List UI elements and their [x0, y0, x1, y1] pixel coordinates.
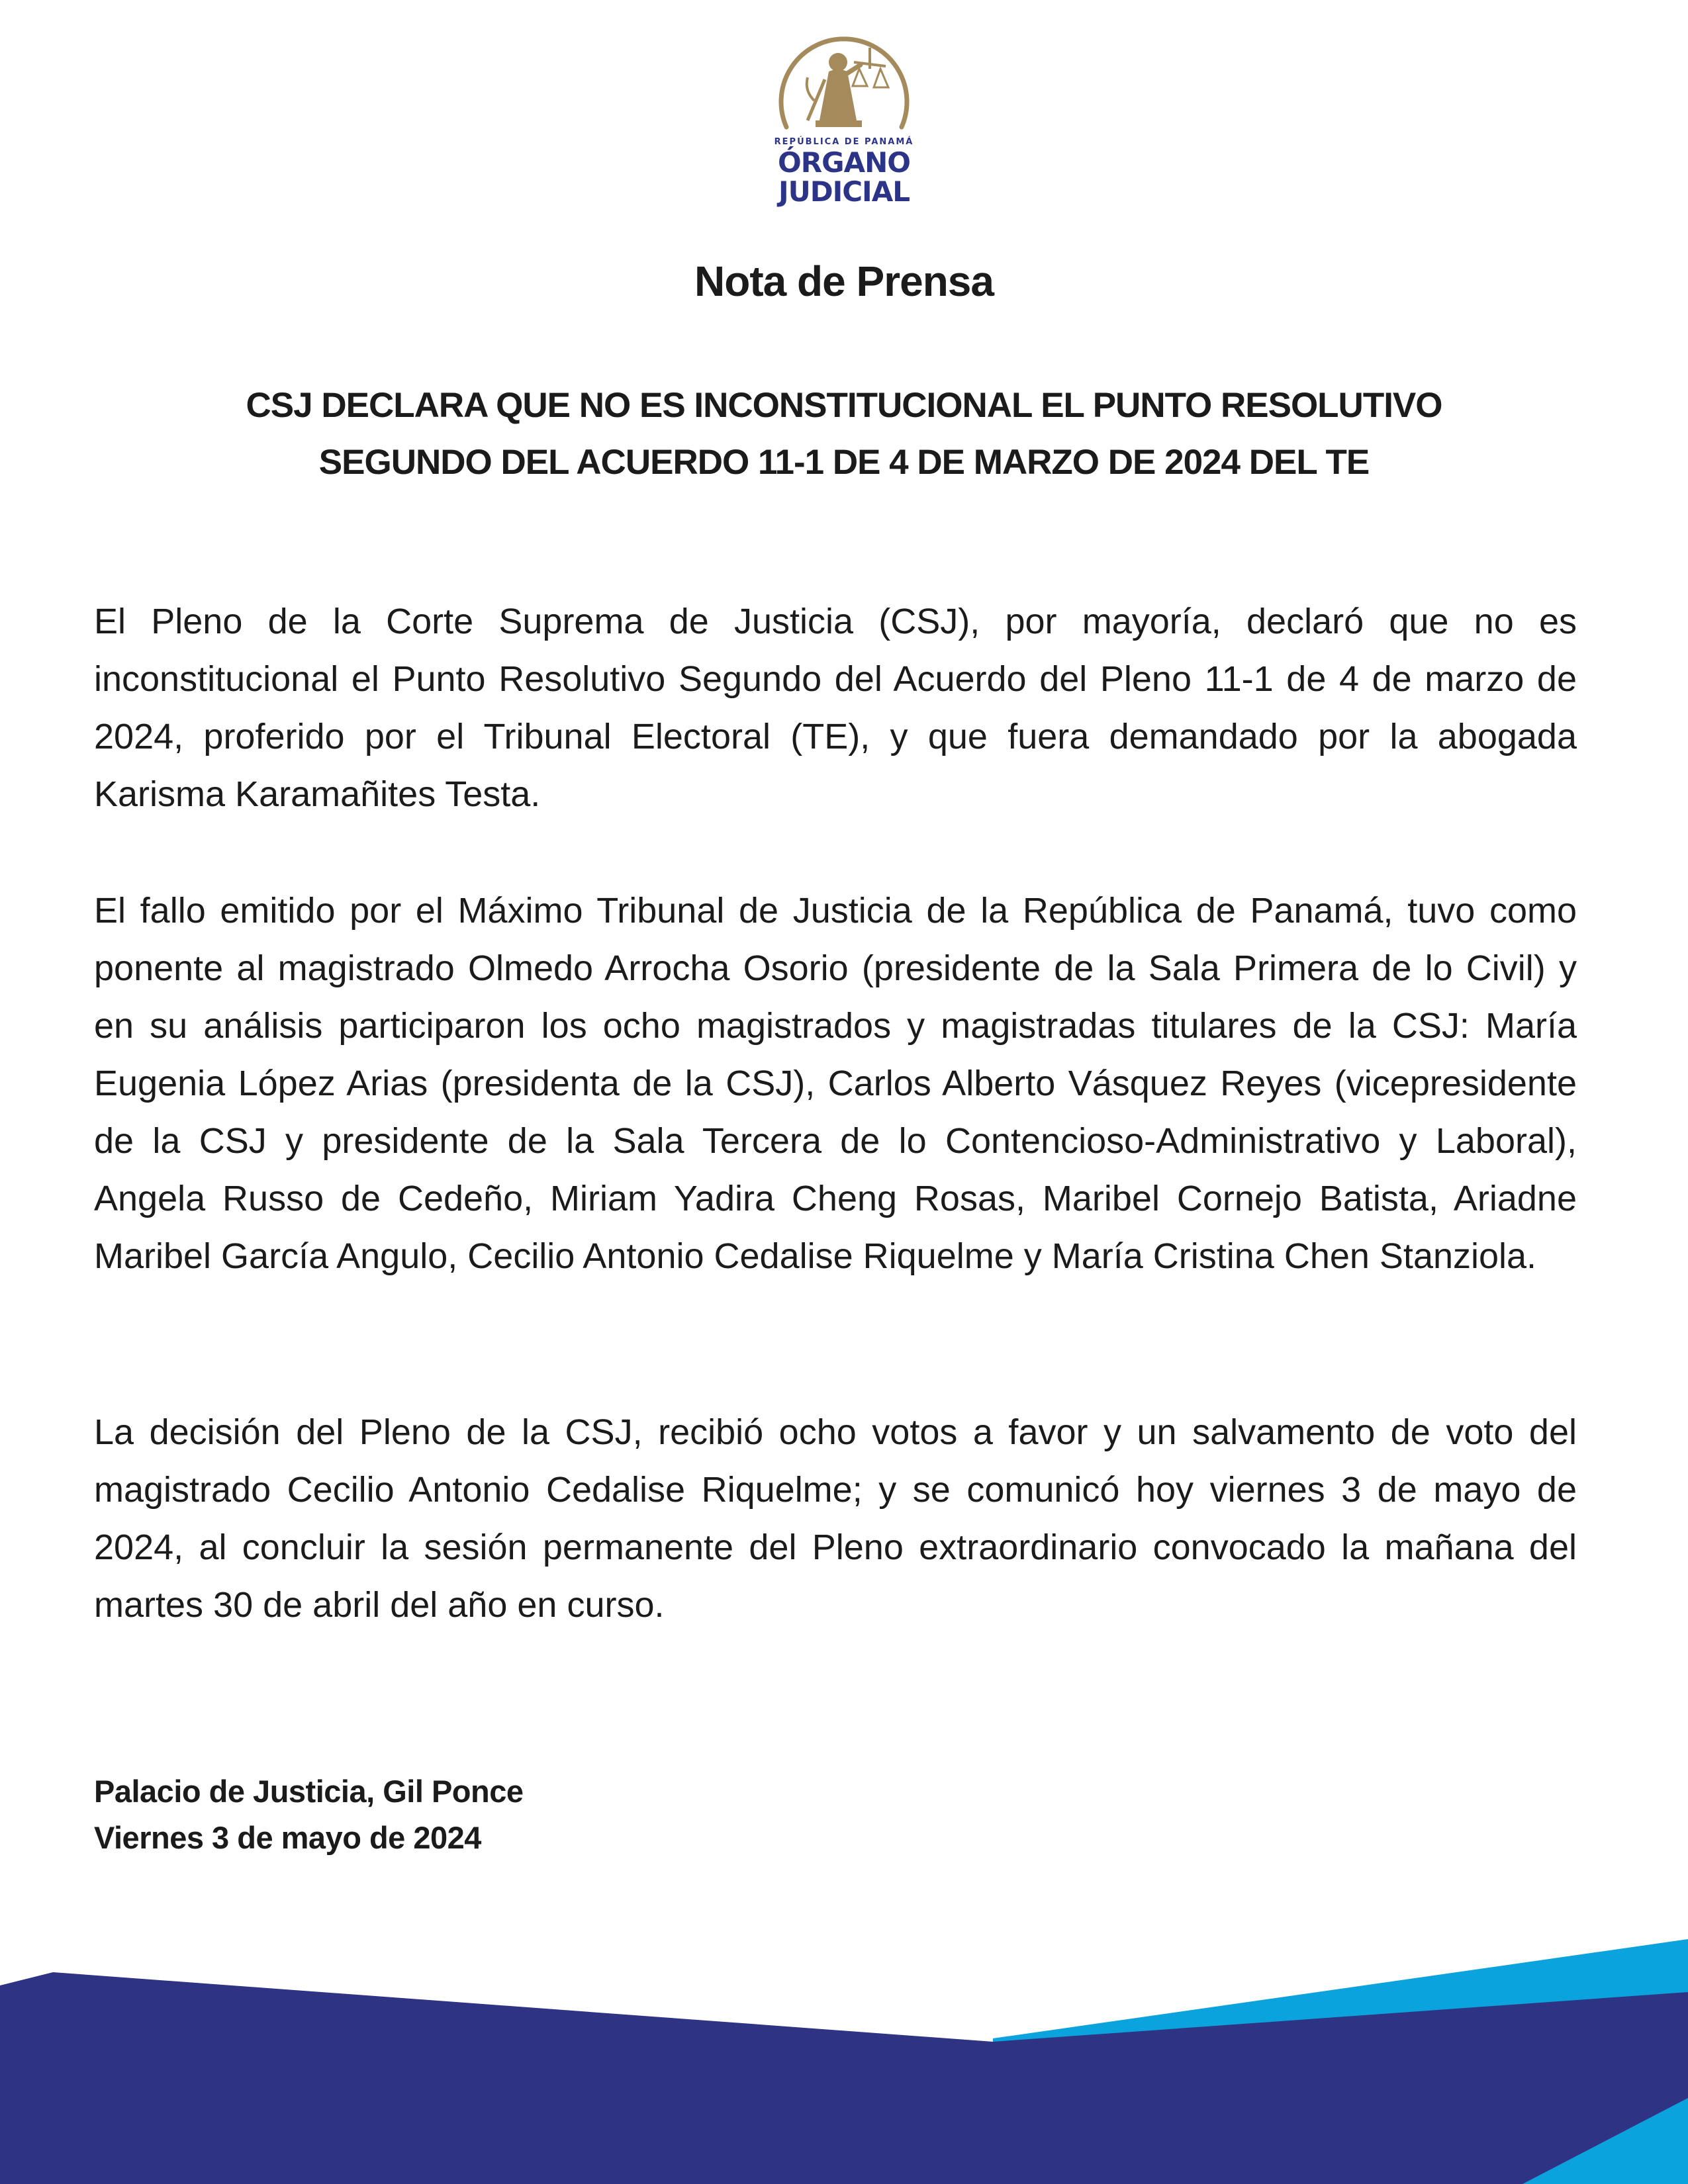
body-paragraph-3: La decisión del Pleno de la CSJ, recibió ocho votos a favor y un salvamento de voto del magistrado Cecilio Antonio Cedalise Riquelme; y se comunicó hoy viernes 3 de mayo de 2024, al concluir la sesión permanente del Pleno extraordinario convocado la mañana del martes 30 de abril del año en curso.	[94, 1412, 1577, 1625]
footer-wave-decoration	[0, 1919, 1688, 2184]
signature-block	[94, 1768, 524, 1861]
page-title: Nota de Prensa	[694, 257, 994, 305]
body-paragraph-1: El Pleno de la Corte Suprema de Justicia (CSJ), por mayoría, declaró que no es inconstitucional el Punto Resolutivo Segundo del Acuerdo del Pleno 11-1 de 4 de marzo de 2024, proferido por el Tribunal Electoral (TE), y que fuera demandado por la abogada Karisma Karamañites Testa.	[94, 602, 1577, 814]
logo-republic-text: REPÚBLICA DE PANAMÁ	[774, 137, 914, 147]
organo-judicial-logo	[768, 28, 920, 206]
logo-organo-text: ÓRGANO	[778, 146, 910, 179]
signature-place: Palacio de Justicia, Gil Ponce	[94, 1774, 524, 1809]
body-paragraph-2: El fallo emitido por el Máximo Tribunal de Justicia de la República de Panamá, tuvo como ponente al magistrado Olmedo Arrocha Osorio (presidente de la Sala Primera de lo Civil) y en su análisis participaron los ocho magistrados y magistradas titulares de la CSJ: María Eugenia López Arias (presidenta de la CSJ), Carlos Alberto Vásquez Reyes (vicepresidente de la CSJ y presidente de la Sala Tercera de lo Contencioso-Administrativo y Laboral), Angela Russo de Cedeño, Miriam Yadira Cheng Rosas, Maribel Cornejo Batista, Ariadne Maribel García Angulo, Cecilio Antonio Cedalise Riquelme y María Cristina Chen Stanziola.	[94, 891, 1577, 1276]
headline-line-2: SEGUNDO DEL ACUERDO 11-1 DE 4 DE MARZO DE 2024 DEL TE	[318, 443, 1370, 482]
signature-date: Viernes 3 de mayo de 2024	[94, 1820, 481, 1855]
logo-judicial-text: JUDICIAL	[778, 175, 910, 208]
press-headline	[93, 377, 1595, 491]
lady-justice-emblem	[768, 28, 920, 140]
headline-line-1: CSJ DECLARA QUE NO ES INCONSTITUCIONAL EL PUNTO RESOLUTIVO	[246, 386, 1442, 425]
